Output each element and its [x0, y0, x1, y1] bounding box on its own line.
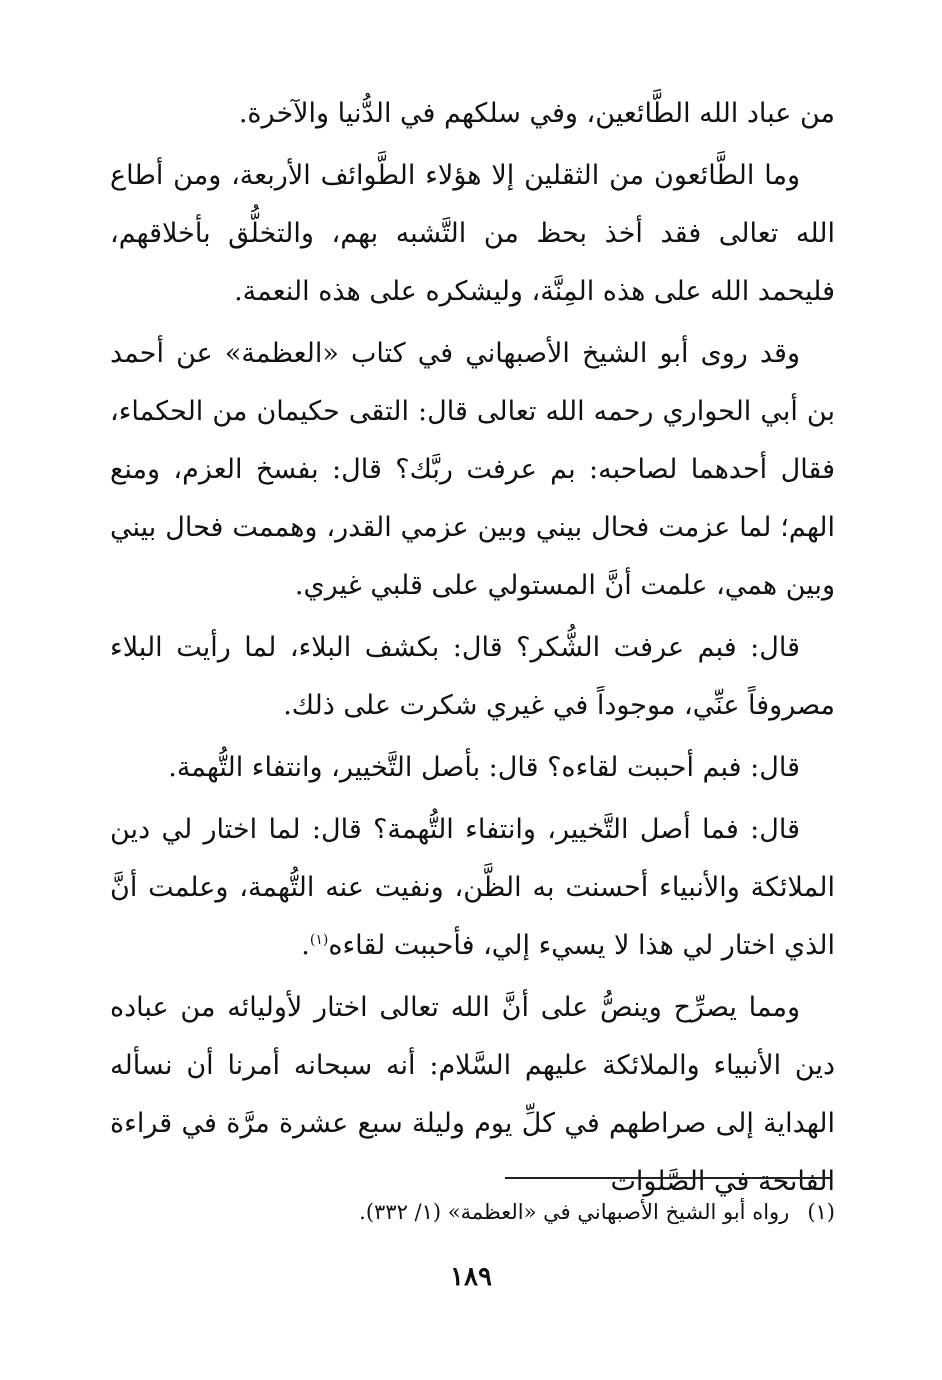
footnote-text: رواه أبو الشيخ الأصبهاني في «العظمة» (١/ ٣٣٢). [359, 1200, 790, 1224]
paragraph-6-text: قال: فما أصل التَّخيير، وانتفاء التُّهمة؟ قال: لما اختار لي دين الملائكة والأنبياء أحسنت به الظَّن، ونفيت عنه التُّهمة، وعلمت أنَّ الذي اختار لي هذا لا يسيء إلي، فأحببت لقاءه [110, 814, 835, 961]
paragraph-7: ومما يصرِّح وينصُّ على أنَّ الله تعالى اختار لأوليائه من عباده دين الأنبياء والملائكة عليهم السَّلام: أنه سبحانه أمرنا أن نسأله الهداية إلى صراطهم في كلِّ يوم وليلة سبع عشرة مرَّة في قراءة الفاتحة في الصَّلوات [110, 992, 835, 1197]
paragraph-5: قال: فبم أحببت لقاءه؟ قال: بأصل التَّخيير، وانتفاء التُّهمة. [168, 752, 800, 783]
paragraph-1: من عباد الله الطَّائعين، وفي سلكهم في الدُّنيا والآخرة. [238, 98, 835, 129]
page-body [110, 85, 835, 1215]
footnote-reference: (١) [309, 932, 329, 948]
page-number: ١٨٩ [450, 1262, 492, 1292]
footnote-divider [505, 1177, 830, 1179]
paragraph-4: قال: فبم عرفت الشُّكر؟ قال: بكشف البلاء، لما رأيت البلاء مصروفاً عنِّي، موجوداً في غيري شكرت على ذلك. [110, 632, 835, 721]
paragraph-3: وقد روى أبو الشيخ الأصبهاني في كتاب «العظمة» عن أحمد بن أبي الحواري رحمه الله تعالى قال: التقى حكيمان من الحكماء، فقال أحدهما لصاحبه: بم عرفت ربَّك؟ قال: بفسخ العزم، ومنع الهم؛ لما عزمت فحال بيني وبين عزمي القدر، وهممت فحال بيني وبين همي، علمت أنَّ المستولي على قلبي غيري. [110, 338, 835, 601]
footnote [110, 1195, 835, 1229]
footnote-number: (١) [807, 1200, 835, 1224]
paragraph-2: وما الطَّائعون من الثقلين إلا هؤلاء الطَّوائف الأربعة، ومن أطاع الله تعالى فقد أخذ بحظ من التَّشبه بهم، والتخلُّق بأخلاقهم، فليحمد الله على هذه المِنَّة، وليشكره على هذه النعمة. [110, 160, 835, 307]
paragraph-6 [110, 801, 835, 975]
paragraph-6-end: . [301, 930, 310, 961]
main-text [110, 85, 835, 1211]
